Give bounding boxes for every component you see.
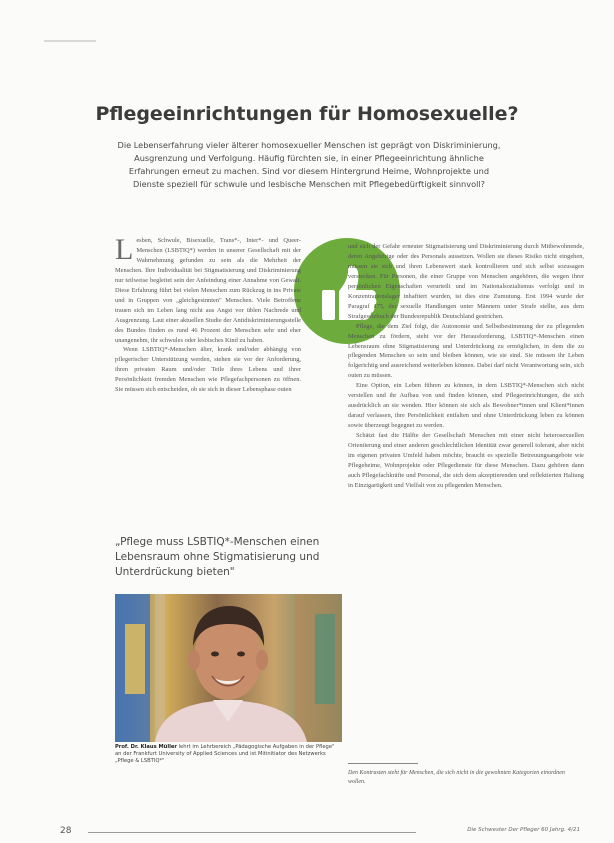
footnote: Den Kontrasten steht für Menschen, die sich nicht in die gewohnten Kategorien einordnen wollen.: [348, 770, 565, 785]
footer-rule: [88, 832, 416, 833]
page-title: Pflegeeinrichtungen für Homosexuelle?: [95, 102, 519, 125]
caption-text: lehrt im Lehrbereich „Pädagogische Aufgaben in der Pflege" an der Frankfurt University of Applied Sciences und ist Mitinitiator des Netzwerks „Pflege & LSBTIQ*": [115, 744, 335, 765]
page-number: 28: [60, 826, 72, 836]
top-rule: [44, 40, 96, 42]
footnote-divider: [348, 763, 418, 764]
pull-quote: „Pflege muss LSBTIQ*-Menschen einen Lebensraum ohne Stigmatisierung und Unterdrückung bieten": [115, 536, 320, 578]
article-column-right: [348, 242, 584, 491]
article-column-left: [115, 233, 301, 395]
right-paragraph-4: Schätzt fast die Hälfte der Gesellschaft Menschen mit einer nicht heterosexuellen Orientierung und einer anderen geschlechtlichen Identität zwar generell tolerant, aber nicht im eigenen privaten Umfeld haben möchte, braucht es spezielle Betreuungsangebote wie Pflegeheime, Wohnprojekte oder Pflegedienste für diese Menschen. Dazu gehören dann auch Pflegefachkräfte und Personal, die sich dem akzeptierenden und reflektierten Haltung in Einzigartigkeit und Vielfalt von zu pflegenden Menschen.: [348, 432, 584, 489]
left-paragraph-2: Wenn LSBTIQ*-Menschen älter, krank und/oder abhängig von pflegerischer Unterstützung werden, stehen sie vor der Anforderung, ihren privaten Raum und/oder Teile ihres Lebens und ihrer Persönlichkeit fremden Menschen wie Pflegefachpersonen zu öffnen. Sie müssen sich entscheiden, ob sie sich in dieser Lebensphase outen: [115, 346, 301, 394]
drop-cap: L: [115, 233, 134, 266]
caption-author-name: Prof. Dr. Klaus Müller: [115, 744, 177, 750]
footer-publication: Die Schwester Der Pfleger 60 Jahrg. 4/21: [467, 827, 580, 833]
right-paragraph-1: und sich der Gefahr erneuter Stigmatisierung und Diskriminierung durch Mitbewohnende, deren Angehörige oder des Personals aussetzen. Wollen sie dieses Risiko nicht eingehen, müssen sie sich und ihren Lebenswert stark kontrollieren und sich selbst sozusagen verstecken. Für Personen, die einer Gruppe von Menschen angehören, die wegen ihrer persönlichen Eigenschaften verurteilt und im Nationalsozialismus verfolgt und in Konzentrationslager inhaftiert wurden, ist dies eine Zumutung. Erst 1994 wurde der Paragraf 175, der sexuelle Handlungen unter Männern unter Strafe stellte, aus dem Strafgesetzbuch der Bundesrepublik Deutschland gestrichen.: [348, 243, 584, 320]
photo-caption: [115, 744, 340, 766]
left-paragraph-1: esben, Schwule, Bisexuelle, Trans*-, Inter*- und Queer-Menschen (LSBTIQ*) werden in unserer Gesellschaft mit der Wahrnehmung gefunden zu sein als die Mehrheit der Menschen. Ihre Individualität bei Stigmatisierung und Diskriminierung nur teilweise begleitet sein der Anfeindung einer Annahme von Gewalt. Diese Erfahrung führt bei vielen Menschen zum Rückzug in ins Private und in Gruppen von „gleichgesinnten" Menschen. Viele Betroffene trauen sich im Leben lang nicht aus Angst vor üblen Nachrede und Ausgrenzung. Laut einer aktuellen Studie der Antidiskriminierungsstelle des Bundes finden es rund 46 Prozent der Menschen sehr und eher unangenehm, ihr schwules oder lesbisches Kind zu haben.: [115, 237, 301, 344]
author-photo: [115, 594, 342, 827]
right-paragraph-3: Eine Option, ein Leben führen zu können, in dem LSBTIQ*-Menschen sich nicht verstellen und ihr Aufbau von und finden können, sind Pflegeeinrichtungen, die sich ausdrücklich an sie wenden. Hier können sie sich als Bewohner*innen und Klient*innen darauf verlassen, ihre Persönlichkeit entfalten und ohne Unterdrückung leben zu können sowie überzeugt begegnet zu werden.: [348, 382, 584, 430]
lead-paragraph: Die Lebenserfahrung vieler älterer homosexueller Menschen ist geprägt von Diskriminierung, Ausgrenzung und Verfolgung. Häufig fürchten sie, in einer Pflegeeinrichtung ähnliche Erfahrungen erneut zu machen. Sind vor diesem Hintergrund Heime, Wohnprojekte und Dienste speziell für schwule und lesbische Menschen mit Pflegebedürftigkeit sinnvoll?: [117, 140, 501, 189]
right-paragraph-2: Pflege, die dem Ziel folgt, die Autonomie und Selbstbestimmung der zu pflegenden Menschen zu fördern, steht vor der Herausforderung, LSBTIQ*-Menschen einen Lebensraum ohne Stigmatisierung und Unterdrückung zu ermöglichen, in dem die zu pflegenden Menschen so sein und bleiben können, wie sie sind. Sie müssen ihr Leben folgerichtig und ausreichend weiterleben können. Dabei darf nicht Verantwortung sein, sich outen zu müssen.: [348, 322, 584, 380]
